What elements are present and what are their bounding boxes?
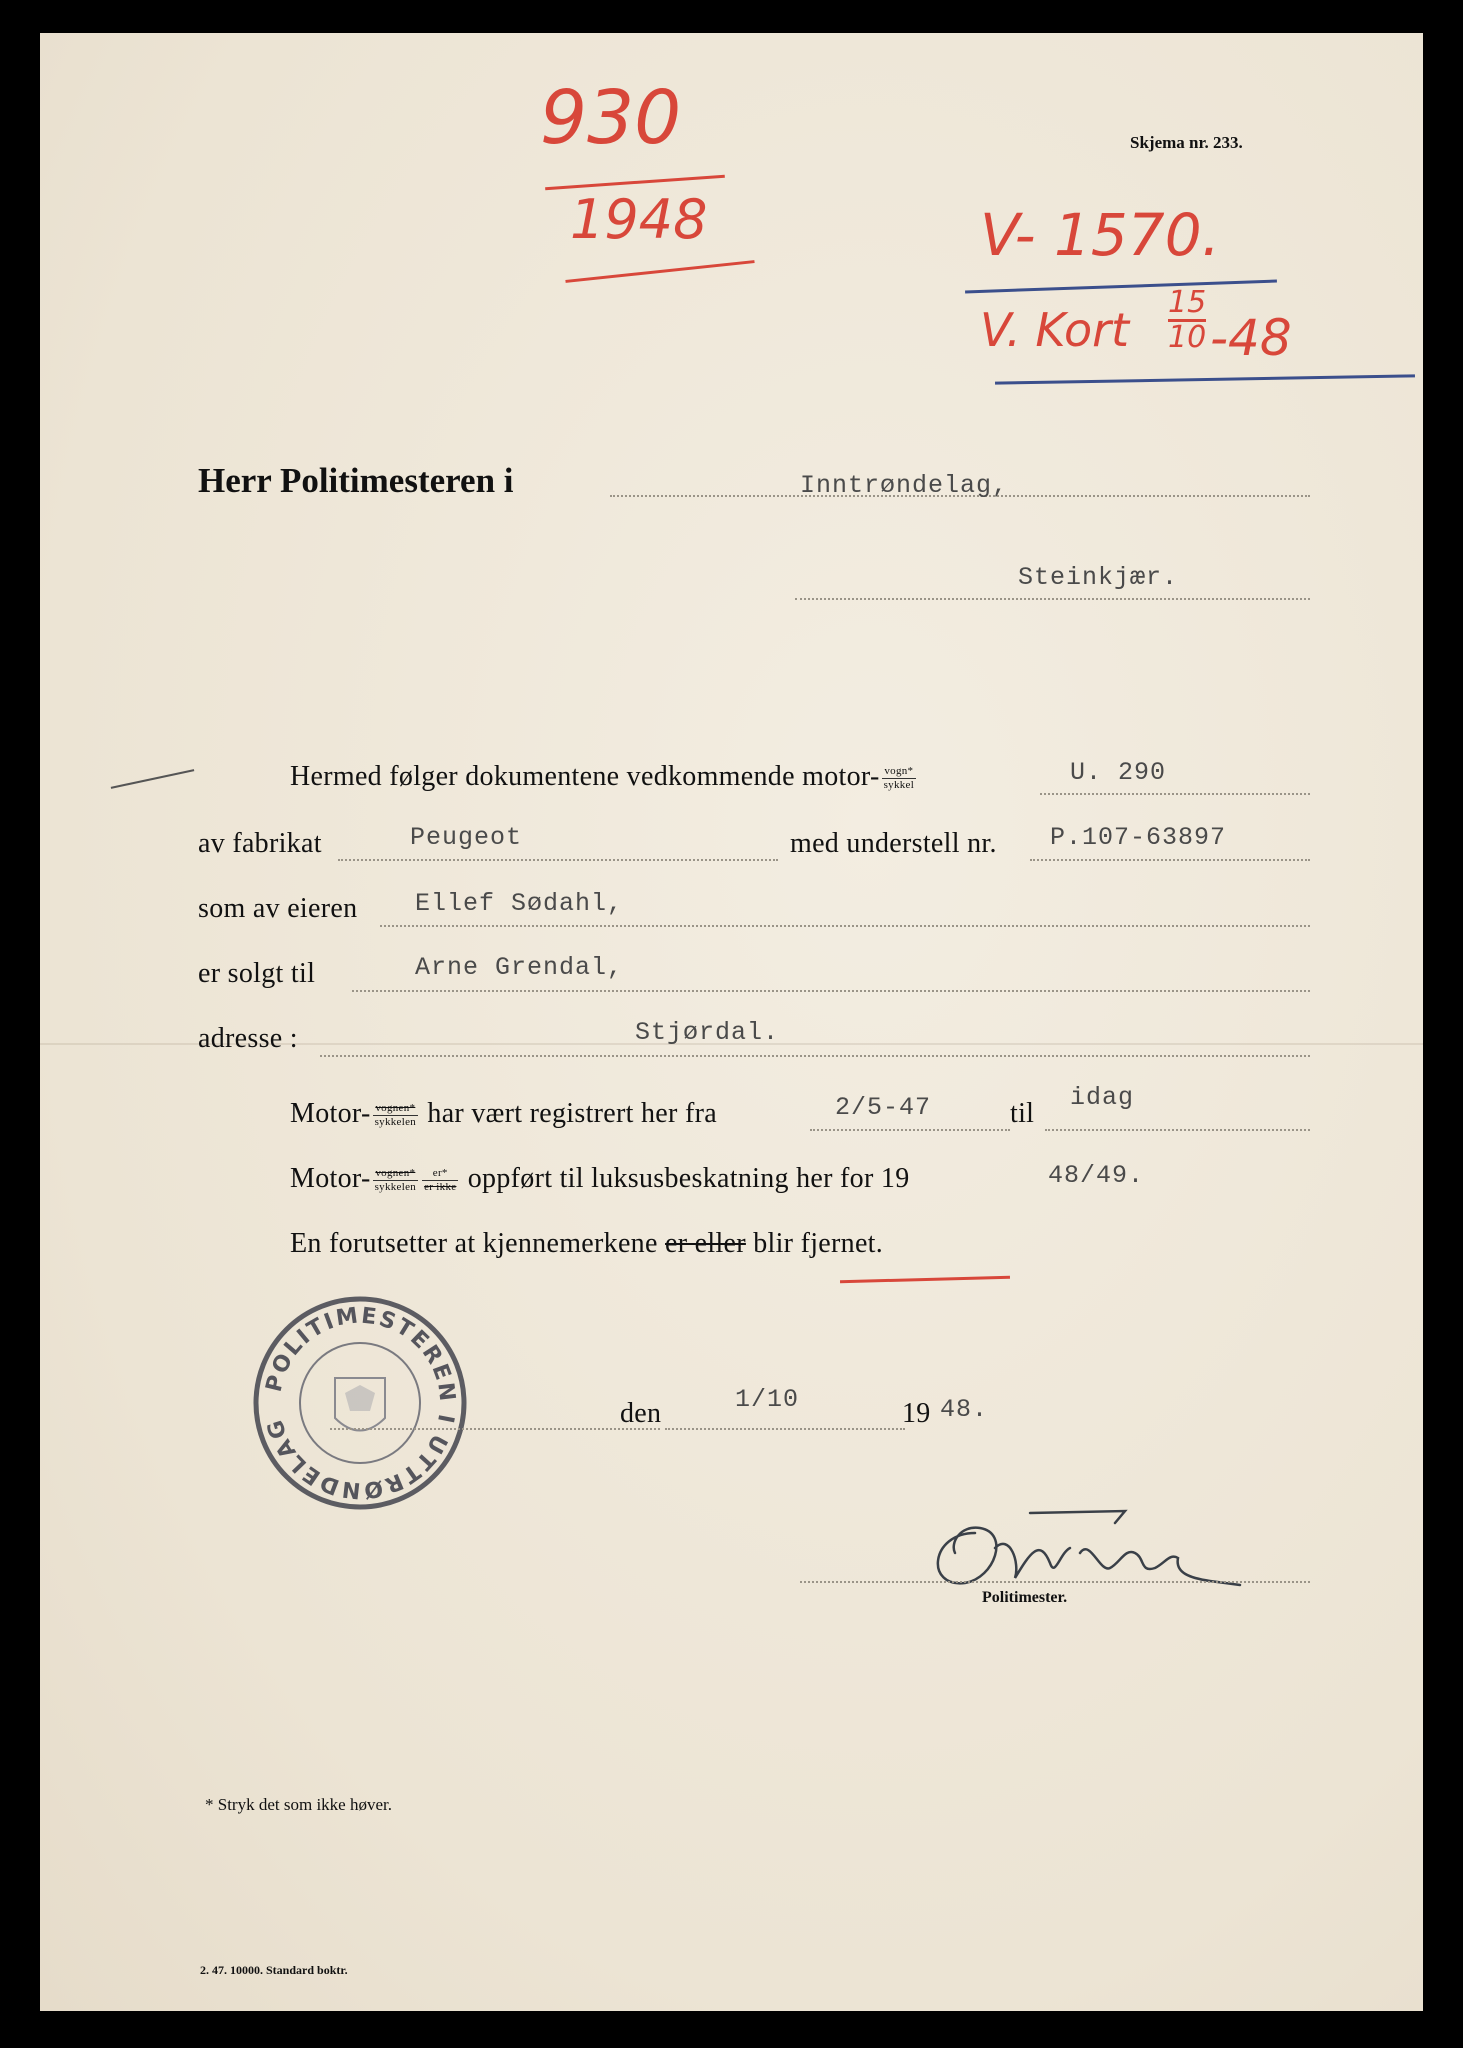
document-sheet [40, 33, 1423, 2011]
form-number: Skjema nr. 233. [1130, 133, 1243, 152]
fjernet-struck: er eller [665, 1228, 746, 1259]
eier-value: Ellef Sødahl, [415, 889, 624, 918]
registrert-label: har vært registrert her fra [427, 1098, 717, 1129]
fjernet-text [290, 1228, 883, 1260]
fra-line [810, 1129, 1010, 1131]
den-label: den [620, 1398, 662, 1429]
signature-line [800, 1581, 1310, 1583]
date-year-prefix: 19 [902, 1398, 931, 1429]
handwritten-blue-underline-1 [965, 280, 1277, 294]
understell-line [1030, 859, 1310, 861]
handwritten-blue-underline-2 [995, 374, 1415, 384]
svg-text:POLITIMESTEREN I UTTRØNDELAG: POLITIMESTEREN I UTTRØNDELAG [261, 1303, 460, 1503]
handwritten-fjernet-underline [840, 1276, 1010, 1283]
til-label: til [1010, 1098, 1035, 1129]
fabrikat-line [338, 859, 778, 861]
district-value: Inntrøndelag, [800, 471, 1009, 500]
reg-no-value: U. 290 [1070, 758, 1167, 787]
vehicle-type-fraction: $\frac{\text{vogn*}}{\text{sykkel}}$ [883, 765, 915, 792]
kjoper-value: Arne Grendal, [415, 953, 624, 982]
motor-label-1: Motor- [290, 1098, 371, 1129]
understell-label: med understell nr. [790, 828, 997, 859]
date-day: 1/10 [735, 1385, 800, 1414]
stamp-graphic [250, 1293, 470, 1513]
luksus-vehicle-fraction: $\frac{\text{vognen*}}{\text{sykkelen}}$ [374, 1167, 417, 1194]
handwritten-card-year: -48 [1210, 309, 1292, 367]
handwritten-card-prefix: V. Kort [980, 303, 1130, 357]
handwritten-card-date-fraction: 15 10 [1168, 285, 1207, 355]
margin-mark [111, 769, 195, 789]
adresse-line [320, 1055, 1310, 1057]
handwritten-signature [920, 1493, 1250, 1603]
solgt-label: er solgt til [198, 958, 316, 989]
printer-mark: 2. 47. 10000. Standard boktr. [200, 1963, 348, 1977]
eier-label: som av eieren [198, 893, 358, 924]
signature-title: Politimester. [982, 1589, 1068, 1606]
adresse-value: Stjørdal. [635, 1018, 780, 1047]
police-stamp [250, 1293, 470, 1513]
eier-line [380, 925, 1310, 927]
handwritten-file-number: 930 [540, 75, 682, 161]
luksus-text [290, 1163, 910, 1195]
solgt-line [352, 990, 1310, 992]
signature-graphic [920, 1493, 1250, 1603]
fjernet-suffix: blir fjernet. [753, 1228, 884, 1259]
date-year: 48. [940, 1395, 989, 1424]
luksus-status-fraction: $\frac{er*}{\text{er ikke}}$ [424, 1167, 457, 1194]
registrert-fraction: $\frac{\text{vognen*}}{\text{sykkelen}}$ [374, 1102, 417, 1129]
understell-value: P.107-63897 [1050, 823, 1227, 852]
fjernet-prefix: En forutsetter at kjennemerkene [290, 1228, 658, 1259]
motor-label-2: Motor- [290, 1163, 371, 1194]
stamp-date-line [330, 1428, 660, 1430]
luksus-year: 48/49. [1048, 1161, 1145, 1190]
handwritten-underline [565, 260, 754, 283]
til-value: idag [1070, 1083, 1135, 1112]
city-value: Steinkjær. [1018, 563, 1179, 592]
salutation: Herr Politimesteren i [198, 461, 514, 500]
city-line [795, 598, 1310, 600]
fra-value: 2/5-47 [835, 1093, 932, 1122]
adresse-label: adresse : [198, 1023, 298, 1054]
til-line [1045, 1129, 1310, 1131]
intro-label: Hermed følger dokumentene vedkommende motor- [290, 761, 880, 792]
handwritten-reference: V- 1570. [980, 201, 1221, 269]
handwritten-file-year: 1948 [570, 188, 708, 251]
reg-no-line [1040, 793, 1310, 795]
intro-text [290, 761, 918, 793]
fabrikat-label: av fabrikat [198, 828, 322, 859]
day-line [665, 1428, 905, 1430]
footnote: * Stryk det som ikke høver. [205, 1795, 392, 1814]
luksus-label: oppført til luksusbeskatning her for 19 [467, 1163, 910, 1194]
fabrikat-value: Peugeot [410, 823, 523, 852]
registrert-text [290, 1098, 717, 1130]
